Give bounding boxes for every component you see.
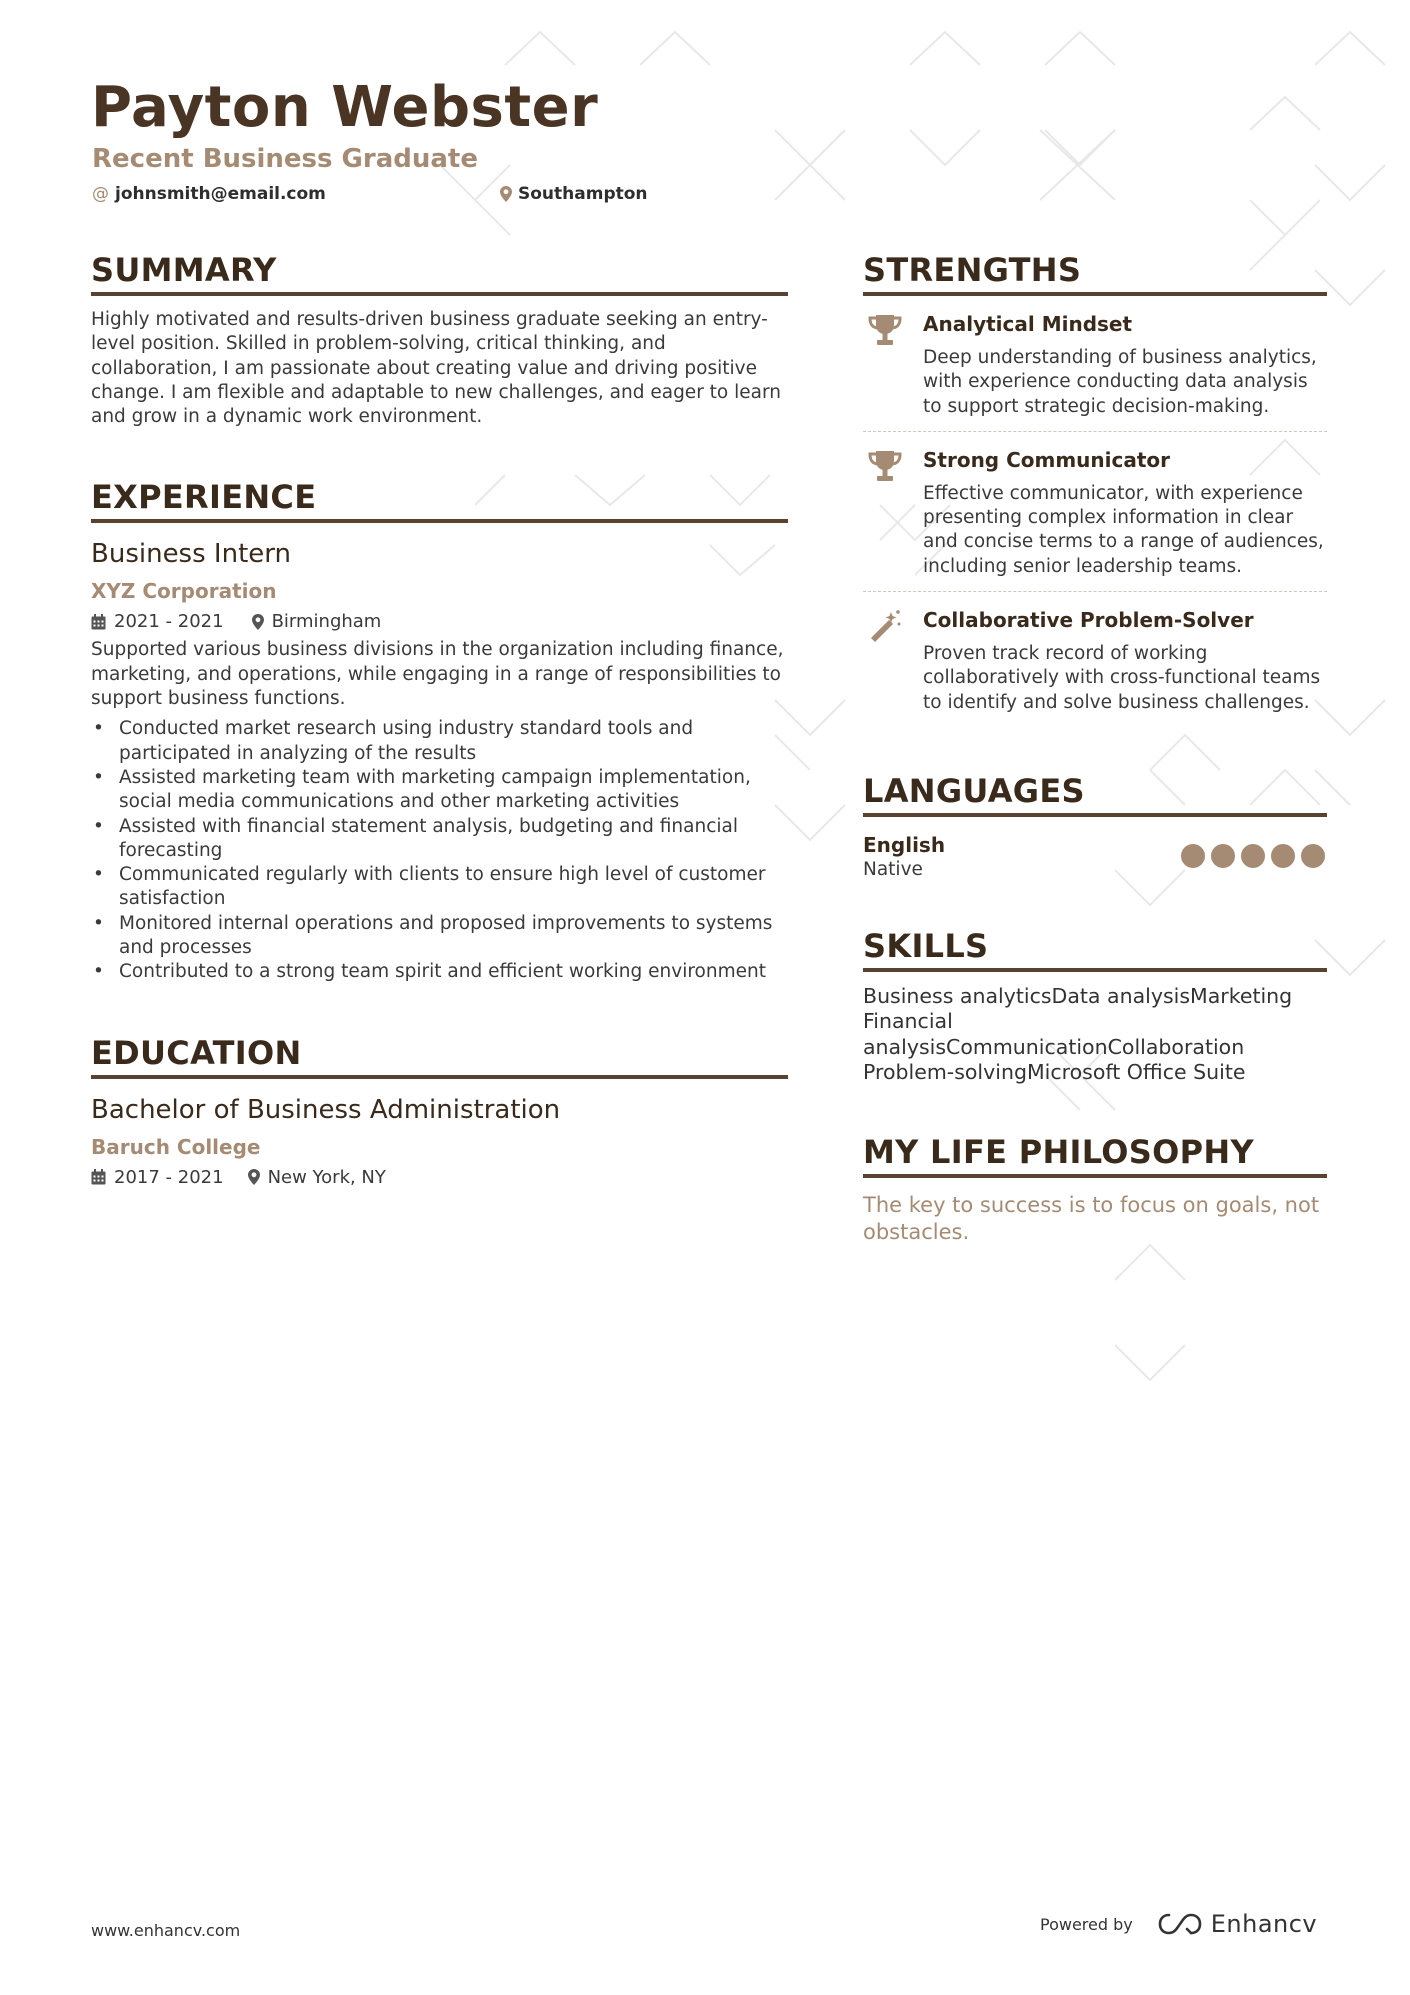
strength-title: Collaborative Problem-Solver	[923, 608, 1254, 633]
powered-by-text: Powered by	[1040, 1914, 1133, 1934]
job-company: XYZ Corporation	[91, 579, 277, 604]
job-location: Birmingham	[271, 611, 382, 633]
summary-section	[91, 250, 788, 429]
experience-section	[91, 477, 788, 984]
language-level: Native	[863, 858, 923, 880]
strength-item	[863, 591, 1327, 727]
job-meta	[91, 611, 788, 632]
experience-item	[91, 537, 788, 984]
enhancv-logo-icon	[1157, 1912, 1203, 1936]
job-bullet: • Monitored internal operations and proposed improvements to systems and processes	[91, 912, 788, 961]
map-pin-icon	[500, 186, 512, 202]
strength-description: Proven track record of working collaboratively with cross-functional teams to identify and solve business challenges.	[923, 643, 1321, 713]
experience-title: EXPERIENCE	[91, 477, 788, 523]
brand-name: Enhancv	[1210, 1910, 1318, 1938]
strength-item	[863, 431, 1327, 591]
language-name: English	[863, 832, 946, 857]
rating-dot	[1241, 844, 1265, 868]
education-dates: 2017 - 2021	[114, 1166, 224, 1188]
contact-email[interactable]	[92, 184, 326, 204]
job-bullet: • Conducted market research using industry standard tools and participated in analyzing of the results	[91, 717, 788, 766]
job-role: Business Intern	[91, 539, 291, 570]
skill-item: Business analytics	[863, 983, 1052, 1008]
strength-title: Strong Communicator	[923, 447, 1171, 472]
skills-section	[863, 926, 1327, 1086]
candidate-headline: Recent Business Graduate	[92, 144, 478, 174]
skill-item: Problem-solving	[863, 1060, 1027, 1085]
philosophy-section	[863, 1132, 1327, 1246]
skill-item: Data analysis	[1051, 983, 1191, 1008]
languages-title: LANGUAGES	[863, 771, 1327, 817]
strength-description: Deep understanding of business analytics, with experience conducting data analysis to support strategic decision-making.	[923, 347, 1317, 417]
skill-item: Communication	[946, 1034, 1108, 1059]
enhancv-logo	[1157, 1910, 1317, 1938]
magic-wand-icon	[865, 606, 905, 646]
summary-title: SUMMARY	[91, 250, 788, 296]
job-bullet: • Communicated regularly with clients to ensure high level of customer satisfaction	[91, 863, 788, 912]
skill-item: Financial analysis	[863, 1009, 953, 1059]
email-text: johnsmith@email.com	[115, 184, 326, 204]
trophy-icon	[865, 446, 905, 486]
candidate-name: Payton Webster	[91, 75, 599, 140]
footer-branding[interactable]	[1040, 1910, 1317, 1938]
rating-dot	[1211, 844, 1235, 868]
trophy-icon	[865, 310, 905, 350]
map-pin-icon	[248, 1169, 260, 1185]
contact-location	[500, 184, 648, 204]
rating-dot	[1271, 844, 1295, 868]
education-location: New York, NY	[267, 1166, 386, 1188]
calendar-icon	[91, 1169, 106, 1185]
school: Baruch College	[91, 1134, 261, 1159]
strength-title: Analytical Mindset	[923, 312, 1133, 336]
job-dates: 2021 - 2021	[114, 611, 224, 633]
skill-item: Microsoft Office Suite	[1026, 1060, 1246, 1085]
rating-dot	[1301, 844, 1325, 868]
strengths-section	[863, 250, 1327, 727]
job-bullet: • Assisted with financial statement analysis, budgeting and financial forecasting	[91, 815, 788, 864]
at-icon: @	[92, 184, 109, 204]
map-pin-icon	[252, 614, 264, 630]
degree: Bachelor of Business Administration	[91, 1094, 561, 1125]
languages-section	[863, 771, 1327, 880]
rating-dot	[1181, 844, 1205, 868]
location-text: Southampton	[518, 184, 648, 204]
education-title: EDUCATION	[91, 1033, 788, 1079]
summary-text: Highly motivated and results-driven business graduate seeking an entry-level position. Skilled in problem-solving, critical thinking, and collaboration, I am passionate about creating value and driving positive change. I am flexible and adaptable to new challenges, and eager to learn and grow in a dynamic work environment.	[91, 309, 781, 428]
job-bullets	[91, 717, 788, 984]
job-bullet: • Assisted marketing team with marketing campaign implementation, social media communications and other marketing activities	[91, 766, 788, 815]
right-column	[863, 250, 1327, 1246]
philosophy-text: The key to success is to focus on goals, not obstacles.	[863, 1192, 1320, 1244]
philosophy-title: MY LIFE PHILOSOPHY	[863, 1132, 1327, 1178]
skills-title: SKILLS	[863, 926, 1327, 972]
strengths-title: STRENGTHS	[863, 250, 1327, 296]
language-item	[863, 833, 1327, 880]
language-rating	[1181, 844, 1325, 868]
education-meta	[91, 1167, 788, 1188]
education-section	[91, 1033, 788, 1188]
job-bullet: • Contributed to a strong team spirit and efficient working environment	[91, 960, 788, 984]
skill-item: Collaboration	[1107, 1034, 1245, 1059]
strength-item	[863, 296, 1327, 431]
footer-url[interactable]: www.enhancv.com	[91, 1921, 241, 1940]
job-description: Supported various business divisions in the organization including finance, marketing, and operations, while engaging in a range of responsibilities to support business functions.	[91, 639, 784, 710]
left-column	[91, 250, 788, 1188]
education-item	[91, 1093, 788, 1188]
skills-list	[863, 984, 1327, 1086]
calendar-icon	[91, 614, 106, 630]
skill-item: Marketing	[1190, 983, 1293, 1008]
strength-description: Effective communicator, with experience presenting complex information in clear and concise terms to a range of audiences, including senior leadership teams.	[923, 482, 1324, 577]
